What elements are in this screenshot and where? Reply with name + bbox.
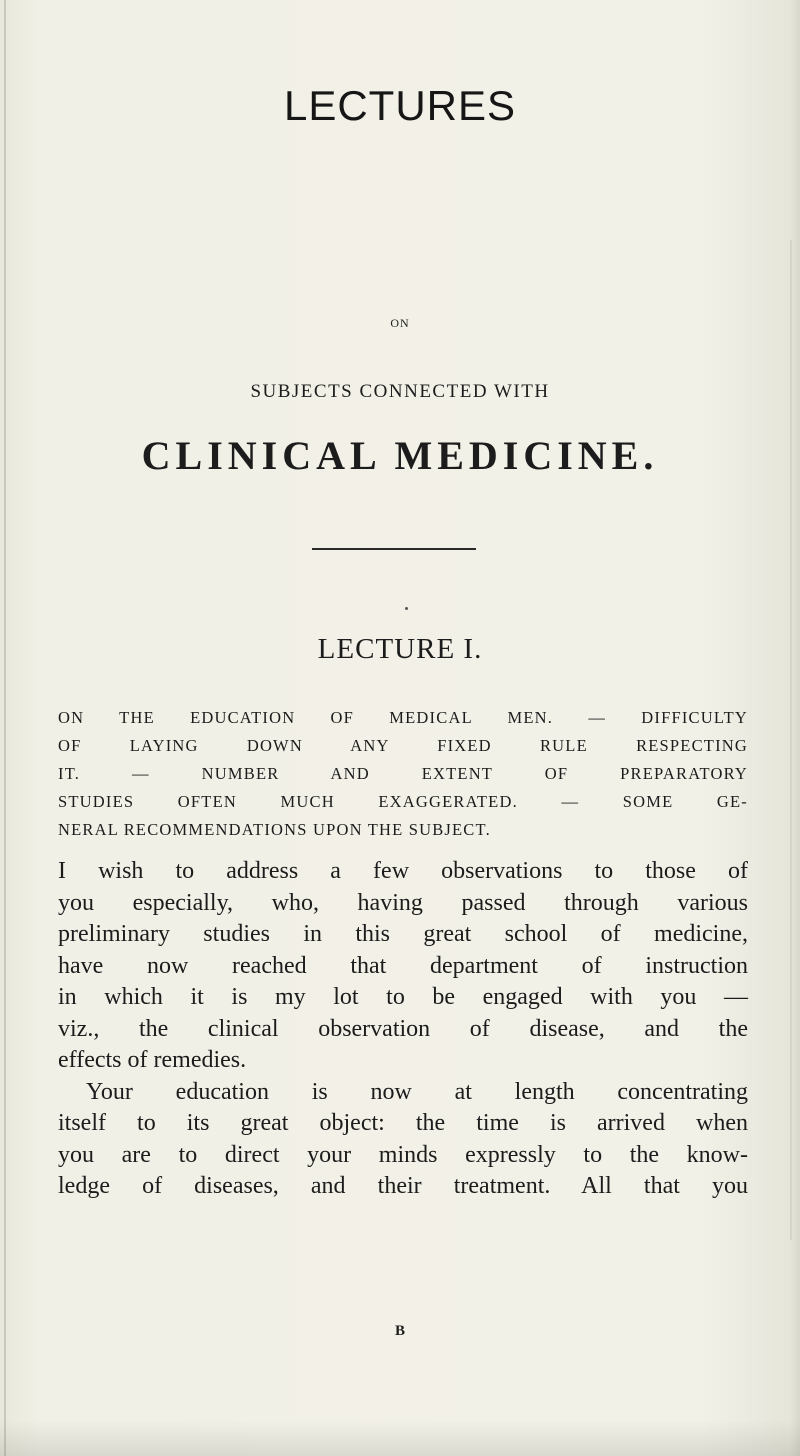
paragraph-1-line: preliminary studies in this great school of medicine,	[58, 921, 748, 947]
signature-mark: B	[394, 1323, 405, 1339]
title-clinical-medicine: CLINICAL MEDICINE.	[141, 433, 659, 478]
synopsis-line: STUDIES OFTEN MUCH EXAGGERATED. — SOME GE-	[58, 792, 748, 811]
paragraph-1-line: effects of remedies.	[58, 1047, 247, 1073]
title-on: ON	[390, 316, 410, 330]
paragraph-2-line: ledge of diseases, and their treatment. All that you	[58, 1173, 748, 1199]
paragraph-1-line: I wish to address a few observations to those of	[58, 858, 748, 884]
synopsis-line: IT. — NUMBER AND EXTENT OF PREPARATORY	[58, 764, 748, 783]
lecture-synopsis	[58, 704, 748, 844]
title-subjects: SUBJECTS CONNECTED WITH	[250, 381, 550, 402]
paragraph-1-line: viz., the clinical observation of disease, and the	[58, 1015, 748, 1042]
paragraph-2-line: itself to its great object: the time is arrived when	[58, 1110, 748, 1136]
paragraph-1-line: you especially, who, having passed through various	[58, 889, 748, 916]
title-divider-rule	[312, 548, 476, 550]
synopsis-line: NERAL RECOMMENDATIONS UPON THE SUBJECT.	[58, 820, 491, 839]
page-gutter-edge	[4, 0, 6, 1456]
lecture-heading: LECTURE I.	[317, 633, 483, 665]
title-lectures: LECTURES	[283, 82, 517, 129]
paragraph-1-line: have now reached that department of instruction	[58, 952, 748, 979]
page-bottom-shadow	[0, 1420, 800, 1456]
paragraph-2-line: you are to direct your minds expressly to the know-	[58, 1141, 748, 1168]
synopsis-line: ON THE EDUCATION OF MEDICAL MEN. — DIFFICULTY	[58, 708, 748, 727]
ornament-dot	[405, 607, 408, 610]
paragraph-2-line: Your education is now at length concentrating	[86, 1078, 748, 1105]
synopsis-line: OF LAYING DOWN ANY FIXED RULE RESPECTING	[58, 736, 748, 755]
lecture-body	[58, 856, 748, 1203]
paragraph-1-line: in which it is my lot to be engaged with you —	[58, 984, 748, 1010]
